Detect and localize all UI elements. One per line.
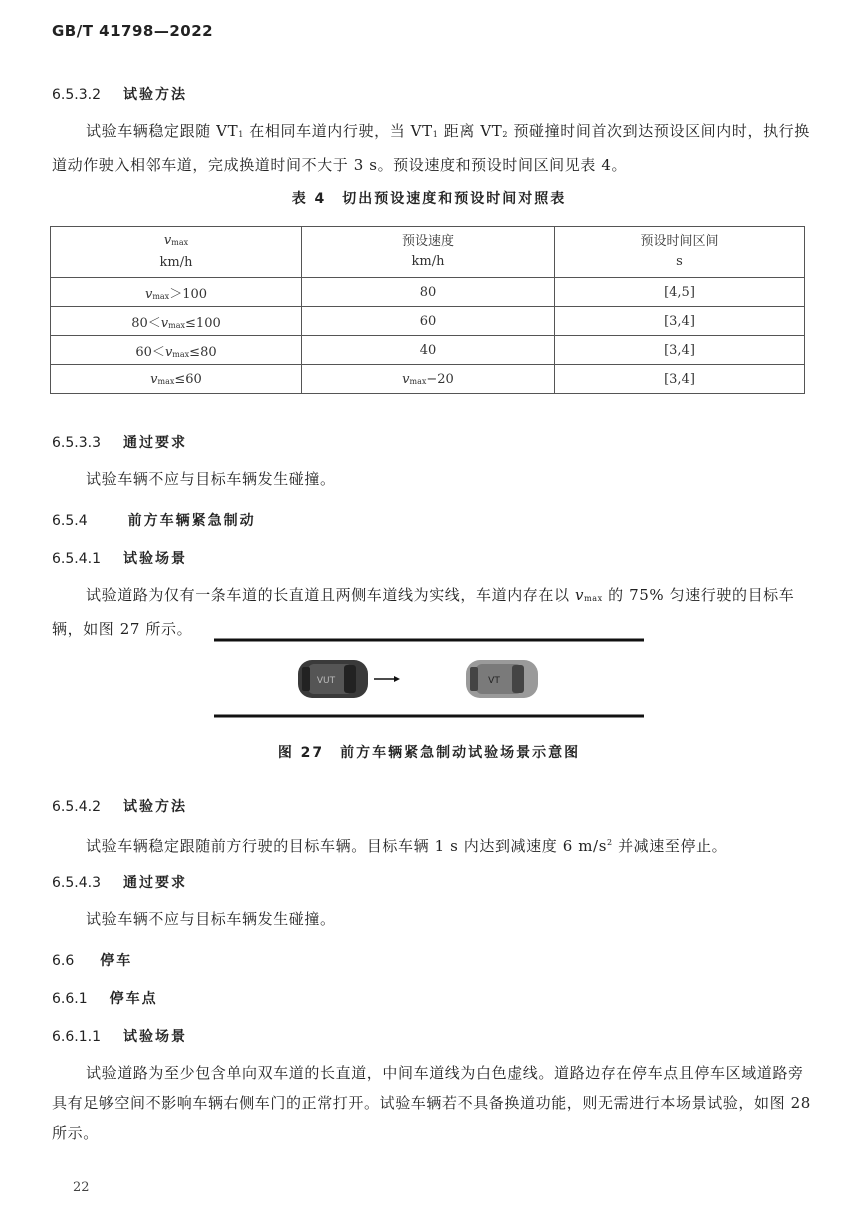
section-heading — [52, 950, 132, 970]
paragraph-test-method-braking: 试验车辆稳定跟随前方行驶的目标车辆。目标车辆 1 s 内达到减速度 6 $m/s^2$ 并减速至停止。 — [86, 837, 728, 855]
header-vmax — [51, 227, 302, 278]
paragraph-test-method-cutout — [52, 116, 812, 180]
svg-text:VT: VT — [488, 676, 500, 686]
section-heading — [52, 796, 187, 816]
cell-speed: 60 — [302, 307, 555, 336]
section-number: 6.6.1 — [52, 991, 88, 1007]
subscript: 1 — [432, 130, 439, 139]
cell-condition: vmax≤60 — [51, 365, 302, 394]
section-title: 通过要求 — [122, 875, 187, 891]
section-number: 6.5.3.3 — [52, 435, 101, 451]
table-header-row — [51, 227, 805, 278]
section-heading — [52, 548, 187, 568]
unit: s — [676, 254, 683, 269]
section-title: 试验方法 — [122, 799, 187, 815]
paragraph-test-scenario: 试验道路为仅有一条车道的长直道且两侧车道线为实线，车道内存在以 vmax 的 75% 匀速行驶的目标车辆，如图 27 所示。 — [52, 586, 795, 638]
header-label: 预设时间区间 — [640, 234, 719, 249]
page-number: 22 — [73, 1180, 90, 1195]
subscript: 1 — [238, 130, 244, 139]
section-number: 6.5.4.1 — [52, 551, 101, 567]
text-run: 预碰撞时间首次到达预设区间内时，执行换道动作驶入相邻车道，完成换道时间不大于 3 s。预设速度和预设时间区间见表 4。 — [52, 122, 810, 174]
table-row — [51, 307, 805, 336]
section-title: 前方车辆紧急制动 — [127, 513, 256, 529]
figure-caption: 图 27 前方车辆紧急制动试验场景示意图 — [277, 745, 581, 761]
table-row — [51, 278, 805, 307]
cell-speed: 40 — [302, 336, 555, 365]
section-heading — [52, 432, 187, 452]
unit: km/h — [159, 255, 193, 270]
car-vt-icon — [466, 660, 538, 698]
subscript: max — [171, 238, 189, 247]
section-number: 6.6 — [52, 953, 75, 969]
cell-interval: [4,5] — [555, 278, 805, 307]
table-row — [51, 336, 805, 365]
text-run: 距离 VT — [438, 122, 503, 140]
var-v: v — [163, 233, 172, 248]
cell-condition: vmax＞100 — [51, 278, 302, 307]
paragraph-pass-requirement: 试验车辆不应与目标车辆发生碰撞。 — [86, 470, 336, 488]
section-number: 6.5.4.2 — [52, 799, 101, 815]
svg-text:VUT: VUT — [316, 676, 336, 686]
table-caption: 表 4 切出预设速度和预设时间对照表 — [291, 191, 567, 207]
section-title: 试验场景 — [122, 551, 187, 567]
standard-number: GB/T 41798—2022 — [52, 22, 214, 40]
text-run: 试验车辆稳定跟随 VT — [86, 122, 239, 140]
section-heading — [52, 988, 158, 1008]
cutout-speed-table — [50, 226, 805, 394]
section-heading — [52, 510, 256, 530]
cell-speed: vmax−20 — [302, 365, 555, 394]
header-preset-speed — [302, 227, 555, 278]
section-number: 6.5.3.2 — [52, 87, 101, 103]
cell-condition: 60＜vmax≤80 — [51, 336, 302, 365]
section-title: 通过要求 — [122, 435, 187, 451]
header-label: 预设速度 — [401, 234, 454, 249]
section-title: 停车点 — [109, 991, 158, 1007]
cell-condition: 80＜vmax≤100 — [51, 307, 302, 336]
section-title: 停车 — [100, 953, 133, 969]
section-title: 试验方法 — [122, 87, 187, 103]
unit: km/h — [411, 254, 445, 269]
cell-interval: [3,4] — [555, 365, 805, 394]
figure-27-diagram — [214, 638, 644, 720]
arrow-icon — [374, 676, 400, 682]
cell-speed: 80 — [302, 278, 555, 307]
text-run: 在相同车道内行驶，当 VT — [243, 122, 433, 140]
section-number: 6.5.4 — [52, 513, 88, 529]
paragraph-pass-requirement: 试验车辆不应与目标车辆发生碰撞。 — [86, 910, 336, 928]
cell-interval: [3,4] — [555, 336, 805, 365]
table-row — [51, 365, 805, 394]
car-vut-icon — [298, 660, 368, 698]
section-heading — [52, 84, 187, 104]
section-title: 试验场景 — [122, 1029, 187, 1045]
subscript: 2 — [502, 130, 509, 139]
section-heading — [52, 1026, 187, 1046]
section-heading — [52, 872, 187, 892]
cell-interval: [3,4] — [555, 307, 805, 336]
section-number: 6.5.4.3 — [52, 875, 101, 891]
header-preset-interval — [555, 227, 805, 278]
section-number: 6.6.1.1 — [52, 1029, 101, 1045]
paragraph-parking-scenario: 试验道路为至少包含单向双车道的长直道，中间车道线为白色虚线。道路边存在停车点且停车区域道路旁具有足够空间不影响车辆右侧车门的正常打开。试验车辆若不具备换道功能，则无需进行本场景试验，如图 28 所示。 — [52, 1064, 811, 1142]
